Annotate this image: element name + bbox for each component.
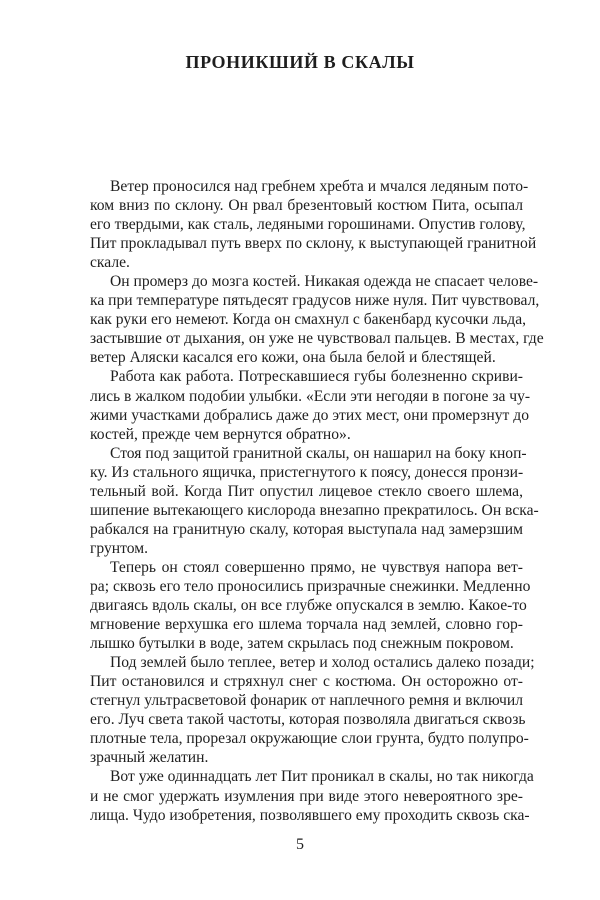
- paragraph: [90, 653, 535, 767]
- text-line: Ветер проносился над гребнем хребта и мчался ледяным пото-: [110, 178, 529, 195]
- text-line: плотные тела, прорезал окружающие слои грунта, будто полупро-: [90, 730, 529, 748]
- paragraph: [90, 272, 544, 367]
- text-line: рабкался на гранитную скалу, которая выступала над замерзшим: [90, 520, 523, 538]
- text-line: Стоя под защитой гранитной скалы, он нашарил на боку кноп-: [110, 444, 527, 462]
- text-line: ком вниз по склону. Он рвал брезентовый костюм Пита, осыпал: [90, 197, 523, 215]
- text-line: Пит остановился и стряхнул снег с костюма. Он осторожно от-: [90, 673, 523, 691]
- paragraph: [90, 558, 531, 653]
- text-line: лища. Чудо изобретения, позволявшего ему проходить сквозь ска-: [90, 806, 530, 824]
- text-line: как руки его немеют. Когда он смахнул с бакенбард кусочки льда,: [90, 311, 527, 329]
- text-line: его. Луч света такой частоты, которая позволяла двигаться сквозь: [90, 711, 526, 729]
- text-line: Пит прокладывал путь вверх по склону, к выступающей гранитной: [90, 235, 537, 253]
- text-line: тельный вой. Когда Пит опустил лицевое стекло своего шлема,: [90, 482, 523, 500]
- text-line: Под землей было теплее, ветер и холод остались далеко позади;: [110, 654, 535, 672]
- text-line: ра; сквозь его тело проносились призрачные снежинки. Медленно: [90, 577, 531, 595]
- text-line: ку. Из стального ящичка, пристегнутого к поясу, донесся пронзи-: [90, 463, 524, 481]
- paragraph: [90, 444, 539, 558]
- text-line: Работа как работа. Потрескавшиеся губы болезненно скриви-: [110, 368, 523, 386]
- text-line: ветер Аляски касался его кожи, она была белой и блестящей.: [90, 349, 496, 367]
- text-line: жими участками добрались даже до этих мест, они промерзнут до: [90, 406, 529, 424]
- paragraph: [90, 767, 534, 824]
- text-line: Вот уже одиннадцать лет Пит проникал в скалы, но так никогда: [110, 768, 534, 786]
- paragraph: [90, 177, 537, 272]
- paragraph: [90, 367, 531, 443]
- text-line: двигаясь вдоль скалы, он все глубже опускался в землю. Какое-то: [90, 597, 527, 615]
- text-line: мгновение верхушка его шлема торчала над землей, словно гор-: [90, 616, 523, 634]
- text-line: лись в жалком подобии улыбки. «Если эти негодяи в погоне за чу-: [90, 387, 531, 405]
- text-line: стегнул ультрасветовой фонарик от наплечного ремня и включил: [90, 692, 523, 710]
- text-line: костей, прежде чем вернутся обратно».: [90, 425, 351, 443]
- text-line: шипение вытекающего кислорода внезапно прекратилось. Он вска-: [90, 501, 539, 519]
- text-line: Теперь он стоял совершенно прямо, не чувствуя напора вет-: [110, 558, 523, 576]
- text-line: застывшие от дыхания, он уже не чувствовал пальцев. В местах, где: [90, 330, 544, 348]
- text-line: и не смог удержать изумления при виде этого невероятного зре-: [90, 787, 523, 805]
- page-number: 5: [296, 836, 304, 853]
- text-line: зрачный желатин.: [90, 749, 209, 767]
- text-line: его твердыми, как сталь, ледяными горошинами. Опустив голову,: [90, 216, 526, 234]
- text-line: лышко бутылки в воде, затем скрылась под снежным покровом.: [90, 635, 514, 653]
- body-text: [90, 177, 544, 825]
- text-line: ка при температуре пятьдесят градусов ниже нуля. Пит чувствовал,: [90, 292, 540, 310]
- text-line: скале.: [90, 254, 130, 272]
- text-line: грунтом.: [90, 539, 149, 557]
- chapter-title: ПРОНИКШИЙ В СКАЛЫ: [185, 52, 415, 72]
- text-line: Он промерз до мозга костей. Никакая одежда не спасает челове-: [110, 273, 539, 291]
